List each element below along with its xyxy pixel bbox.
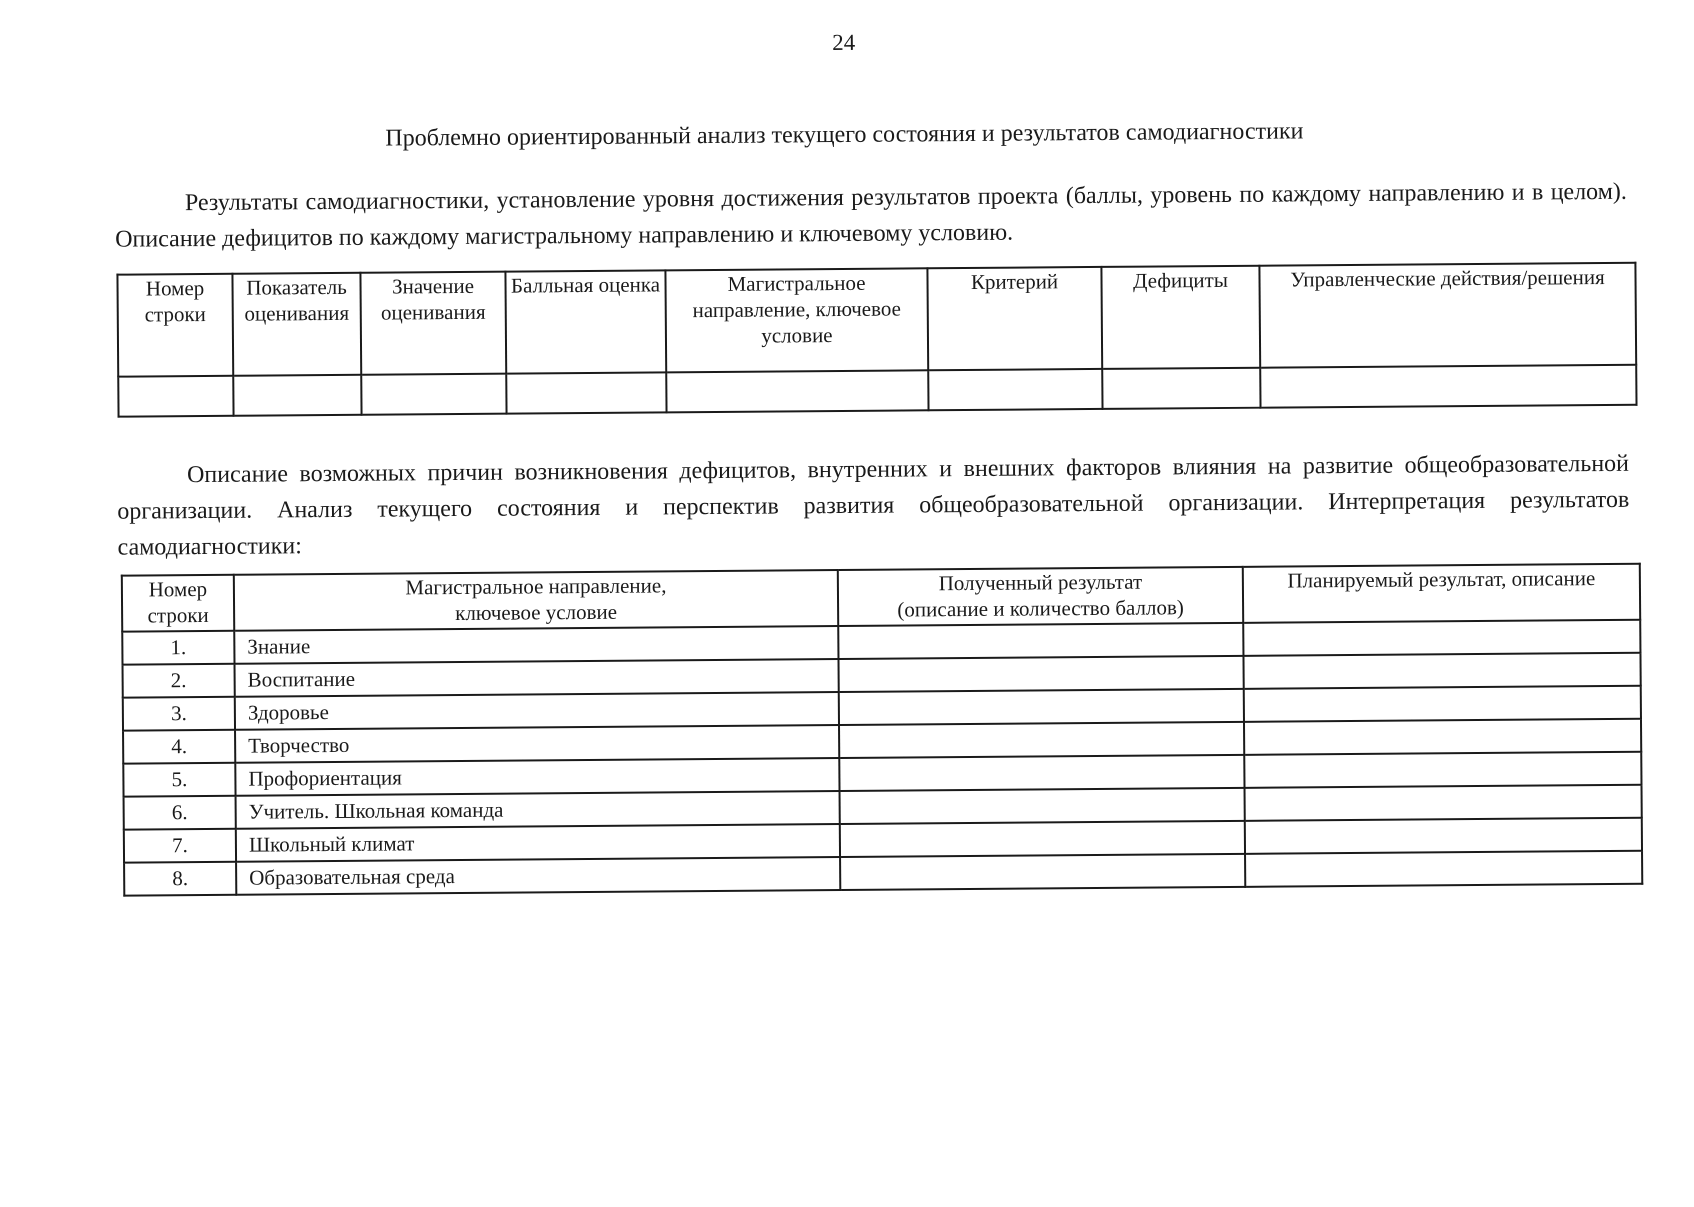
header-indicator: Показатель оценивания: [232, 273, 361, 376]
row-number: 5.: [123, 763, 235, 797]
header-actions: Управленческие действия/решения: [1259, 263, 1636, 368]
header-direction: Магистральное направление, ключевое условие: [665, 268, 928, 372]
header-planned-result: Планируемый результат, описание: [1243, 564, 1640, 623]
direction-name: Образовательная среда: [236, 857, 840, 895]
empty-cell: [1260, 365, 1636, 408]
header-obtained-line1: Полученный результат: [938, 569, 1143, 596]
obtained-result-cell: [839, 722, 1244, 758]
planned-result-cell: [1244, 752, 1641, 788]
header-criterion: Критерий: [927, 267, 1102, 370]
row-number: 7.: [124, 829, 236, 863]
obtained-result-cell: [838, 623, 1243, 659]
direction-name: Здоровье: [235, 692, 839, 730]
header-obtained-line2: (описание и количество баллов): [897, 595, 1184, 622]
row-number: 2.: [123, 664, 235, 698]
planned-result-cell: [1245, 818, 1642, 854]
direction-name: Воспитание: [235, 659, 839, 697]
empty-cell: [233, 375, 361, 416]
planned-result-cell: [1243, 653, 1640, 689]
direction-name: Профориентация: [235, 758, 839, 796]
empty-cell: [506, 372, 666, 413]
row-number: 3.: [123, 697, 235, 731]
obtained-result-cell: [839, 755, 1244, 791]
interpretation-table: [121, 563, 1643, 897]
row-number: 6.: [124, 796, 236, 830]
planned-result-cell: [1243, 620, 1640, 656]
header-direction-line2: ключевое условие: [455, 599, 618, 626]
deficits-table: [116, 262, 1637, 418]
obtained-result-cell: [839, 689, 1244, 725]
row-number: 4.: [123, 730, 235, 764]
header-row-number: Номер строки: [117, 274, 233, 377]
obtained-result-cell: [838, 656, 1243, 692]
planned-result-cell: [1245, 851, 1642, 887]
obtained-result-cell: [840, 854, 1245, 890]
planned-result-cell: [1244, 719, 1641, 755]
direction-name: Учитель. Школьная команда: [236, 791, 840, 829]
header-deficits: Дефициты: [1101, 266, 1260, 369]
planned-result-cell: [1245, 785, 1642, 821]
empty-cell: [666, 370, 928, 412]
page-number: 24: [832, 29, 856, 56]
direction-name: Знание: [234, 626, 838, 664]
header-direction: [234, 570, 838, 631]
paragraph-deficit-causes: Описание возможных причин возникновения дефицитов, внутренних и внешних факторов влияния на развитие общеобразовательной организации. Анализ текущего состояния и перспектив развития общеобразовательной организации. Интерпретация результатов самодиагностики:: [117, 450, 1630, 561]
empty-cell: [928, 369, 1102, 410]
row-number: 1.: [122, 631, 234, 665]
section-title: Проблемно ориентированный анализ текущего состояния и результатов самодиагностики: [385, 118, 1304, 152]
obtained-result-cell: [840, 821, 1245, 857]
empty-cell: [118, 376, 233, 417]
paragraph-self-diagnostics-results: Результаты самодиагностики, установление уровня достижения результатов проекта (баллы, уровень по каждому направлению и в целом). Описание дефицитов по каждому магистральному направлению и ключевому условию.: [115, 178, 1627, 253]
direction-name: Творчество: [235, 725, 839, 763]
header-row-number: Номер строки: [122, 575, 234, 632]
row-number: 8.: [124, 862, 236, 896]
header-score: Балльная оценка: [505, 270, 666, 373]
header-direction-line1: Магистральное направление,: [405, 573, 667, 600]
empty-cell: [1102, 368, 1260, 409]
header-obtained-result: [838, 567, 1243, 626]
deficits-table-header-row: [117, 263, 1636, 377]
header-value: Значение оценивания: [360, 272, 506, 375]
obtained-result-cell: [840, 788, 1245, 824]
direction-name: Школьный климат: [236, 824, 840, 862]
planned-result-cell: [1244, 686, 1641, 722]
empty-cell: [361, 374, 506, 415]
